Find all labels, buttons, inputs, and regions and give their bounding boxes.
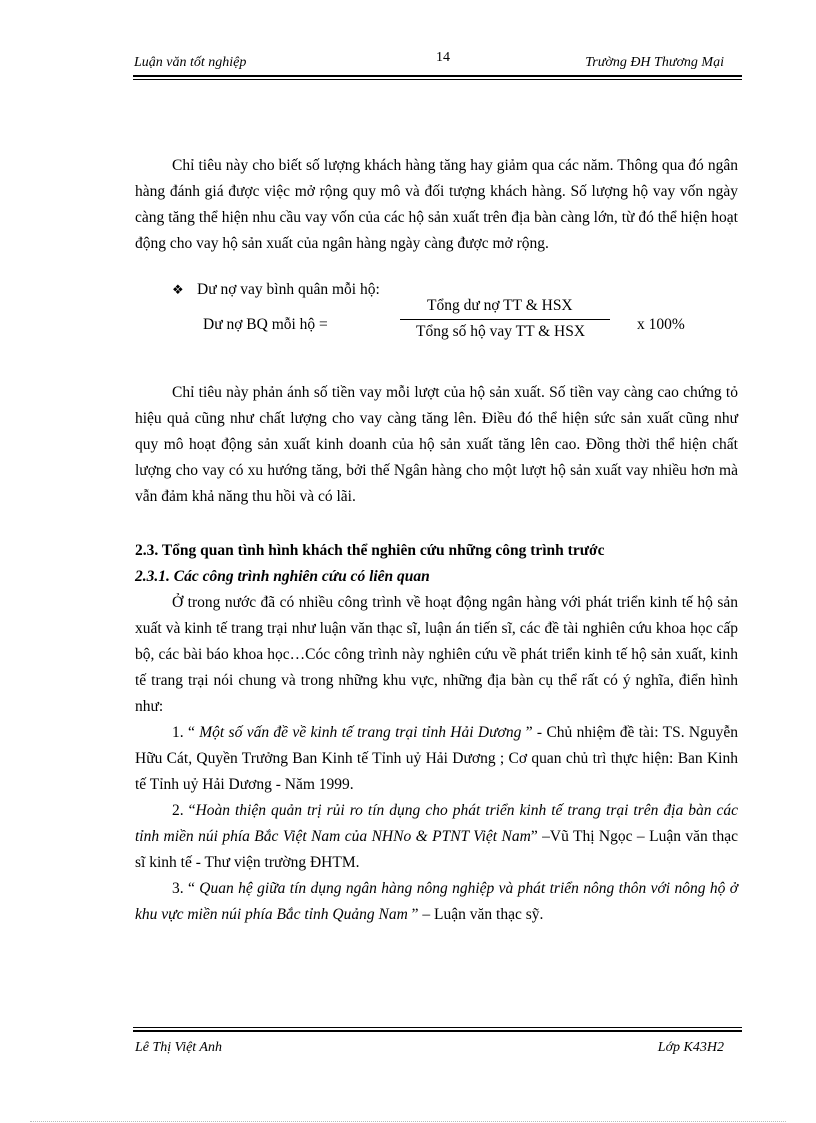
bullet-label: Dư nợ vay bình quân mỗi hộ:	[197, 281, 380, 298]
footer-class: Lớp K43H2	[657, 1040, 724, 1055]
paragraph-average-debt-meaning: Chỉ tiêu này phản ánh số tiền vay mỗi lượt của hộ sản xuất. Số tiền vay càng cao chứng tỏ hiệu quả cũng như chất lượng cho vay càng tăng lên. Điều đó thể hiện sức sản xuất cũng như quy mô hoạt động sản xuất kinh doanh của hộ sản xuất tăng lên cao. Đồng thời thể hiện chất lượng cho vay có xu hướng tăng, bởi thế Ngân hàng cho một lượt hộ sản xuất vay nhiều hơn mà vẫn đảm khả năng thu hồi và có lãi.	[135, 384, 738, 505]
section-heading: 2.3. Tổng quan tình hình khách thể nghiên cứu những công trình trước	[135, 542, 605, 559]
list-item-3	[135, 876, 738, 928]
list-item-2	[135, 798, 738, 876]
header-rule-thin	[133, 79, 742, 80]
formula-denominator: Tổng số hộ vay TT & HSX	[416, 323, 586, 340]
paragraph-domestic-research: Ở trong nước đã có nhiều công trình về hoạt động ngân hàng với phát triển kinh tế hộ sản xuất và kinh tế trang trại như luận văn thạc sĩ, luận án tiến sĩ, các đề tài nghiên cứu khoa học cấp bộ, các bài báo khoa học…Cóc công trình này nghiên cứu về phát triển kinh tế hộ sản xuất, kinh tế trang trại nói chung và trong những khu vực, những địa bàn cụ thể rất có ý nghĩa, điển hình như:	[135, 594, 738, 715]
footer-rule-thick	[133, 1030, 742, 1032]
diamond-bullet-icon: ❖	[172, 282, 184, 297]
paragraph-customer-count: Chỉ tiêu này cho biết số lượng khách hàng tăng hay giảm qua các năm. Thông qua đó ngân hàng đánh giá được việc mở rộng quy mô và đối tượng khách hàng. Số lượng hộ vay vốn ngày càng tăng thể hiện nhu cầu vay vốn của các hộ sản xuất trên địa bàn càng lớn, từ đó thể hiện hoạt động cho vay hộ sản xuất của ngân hàng ngày càng được mở rộng.	[135, 157, 738, 252]
header-rule-thick	[133, 75, 742, 77]
header-right-title: Trường ĐH Thương Mại	[585, 55, 724, 70]
formula-lhs: Dư nợ BQ mỗi hộ =	[203, 316, 328, 333]
formula-average-debt	[135, 299, 738, 353]
formula-numerator: Tổng dư nợ TT & HSX	[427, 297, 573, 314]
page-edge-divider	[30, 1121, 786, 1122]
list-item-2-prefix: 2. “	[172, 802, 196, 819]
list-item-1	[135, 720, 738, 798]
body-text	[135, 153, 738, 928]
list-item-1-prefix: 1. “	[172, 724, 195, 741]
page-number: 14	[436, 50, 450, 65]
formula-rhs: x 100%	[637, 316, 685, 333]
list-item-3-rest: ” – Luận văn thạc sỹ.	[411, 906, 544, 923]
list-item-2-title: Hoàn thiện quản trị rủi ro tín dụng cho phát triển kinh tế trang trại trên địa bàn các tỉnh miền núi phía Bắc Việt Nam của NHNo & PTNT Việt Nam	[135, 802, 738, 845]
list-item-1-rest: ” - Chủ nhiệm đề tài: TS. Nguyễn Hữu Cát, Quyền Trưởng Ban Kinh tế Tỉnh uỷ Hải Dương ; Cơ quan chủ trì thực hiện: Ban Kinh tế Tỉnh uỷ Hải Dương - Năm 1999.	[135, 724, 738, 793]
list-item-3-title: Quan hệ giữa tín dụng ngân hàng nông nghiệp và phát triển nông thôn với nông hộ ở khu vực miền núi phía Bắc tỉnh Quảng Nam	[135, 880, 738, 923]
list-item-2-rest: ” –Vũ Thị Ngọc – Luận văn thạc sĩ kinh tế - Thư viện trường ĐHTM.	[135, 828, 738, 871]
subsection-heading: 2.3.1. Các công trình nghiên cứu có liên quan	[135, 568, 430, 585]
list-item-3-prefix: 3. “	[172, 880, 195, 897]
footer-rule-thin	[133, 1027, 742, 1028]
header-left-title: Luận văn tốt nghiệp	[134, 55, 247, 70]
footer-author: Lê Thị Việt Anh	[135, 1040, 222, 1055]
list-item-1-title: Một số vấn đề về kinh tế trang trại tỉnh Hải Dương	[194, 724, 526, 741]
